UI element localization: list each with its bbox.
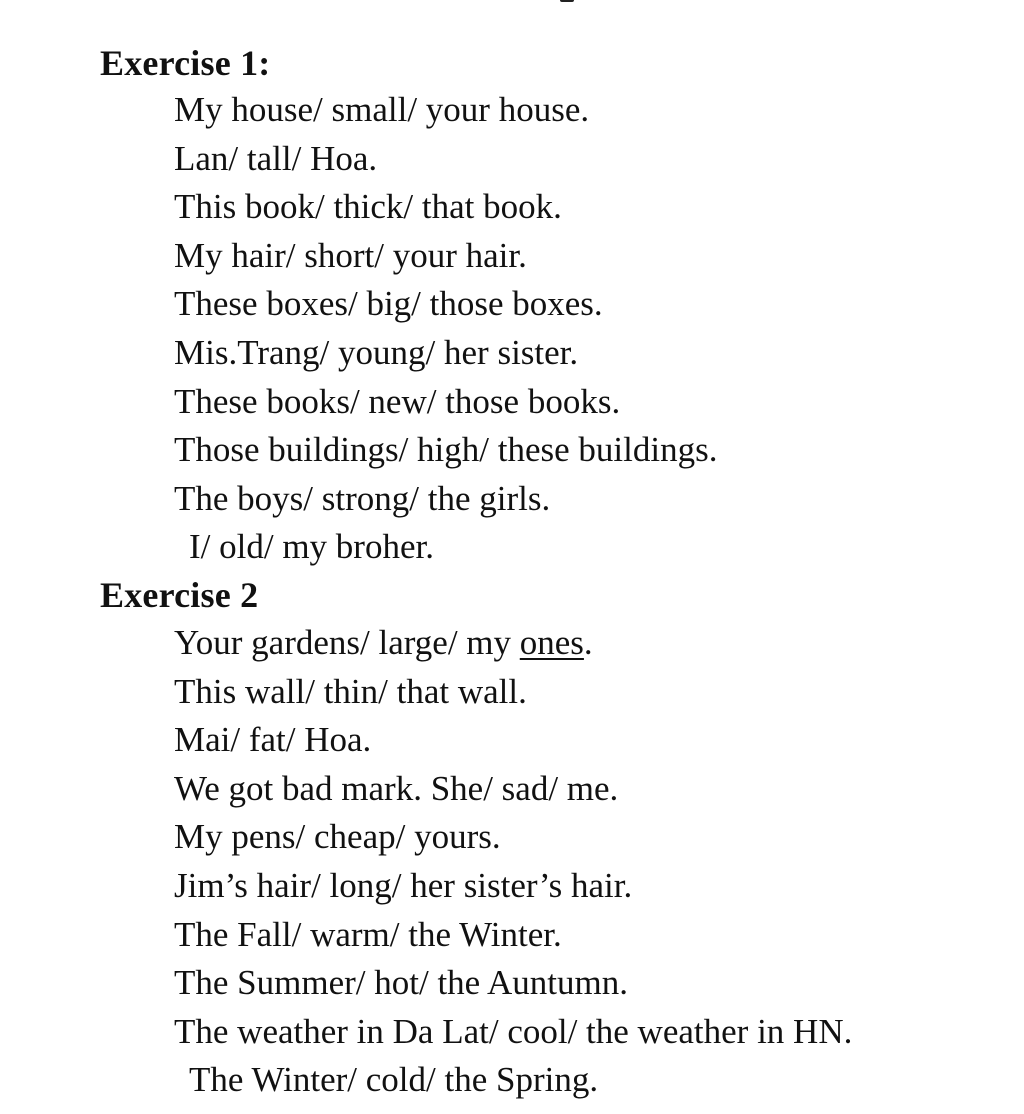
cropped-top-mark <box>560 0 574 2</box>
item-text: The Fall/ warm/ the Winter. <box>174 914 562 954</box>
item-text: The weather in Da Lat/ cool/ the weather in HN. <box>174 1011 853 1051</box>
item-text: The Winter/ cold/ the Spring. <box>189 1060 599 1100</box>
item-text: I/ old/ my broher. <box>189 527 434 567</box>
item-text: The Summer/ hot/ the Auntumn. <box>174 963 628 1003</box>
item-text: This wall/ thin/ that wall. <box>174 671 527 711</box>
item-text: Those buildings/ high/ these buildings. <box>174 430 718 470</box>
item-text: The boys/ strong/ the girls. <box>174 478 551 518</box>
exercise-1-heading: Exercise 1: <box>100 43 271 83</box>
item-text: My hair/ short/ your hair. <box>174 235 527 275</box>
item-text: My pens/ cheap/ yours. <box>174 817 501 857</box>
item-text: Lan/ tall/ Hoa. <box>174 138 378 178</box>
item-text-before: Your gardens/ large/ my <box>174 623 520 662</box>
item-text: We got bad mark. She/ sad/ me. <box>174 768 619 808</box>
item-text: Mis.Trang/ young/ her sister. <box>174 332 579 372</box>
item-text: This book/ thick/ that book. <box>174 187 562 227</box>
item-text: These boxes/ big/ those boxes. <box>174 284 603 324</box>
item-text: Mai/ fat/ Hoa. <box>174 720 372 760</box>
item-text <box>174 623 593 663</box>
item-text: My house/ small/ your house. <box>174 90 590 129</box>
exercise-2-heading: Exercise 2 <box>100 575 259 615</box>
underlined-word: ones <box>519 623 584 662</box>
item-text: These books/ new/ those books. <box>174 381 621 421</box>
item-text: Jim’s hair/ long/ her sister’s hair. <box>174 865 633 905</box>
item-text-after: . <box>583 623 593 662</box>
